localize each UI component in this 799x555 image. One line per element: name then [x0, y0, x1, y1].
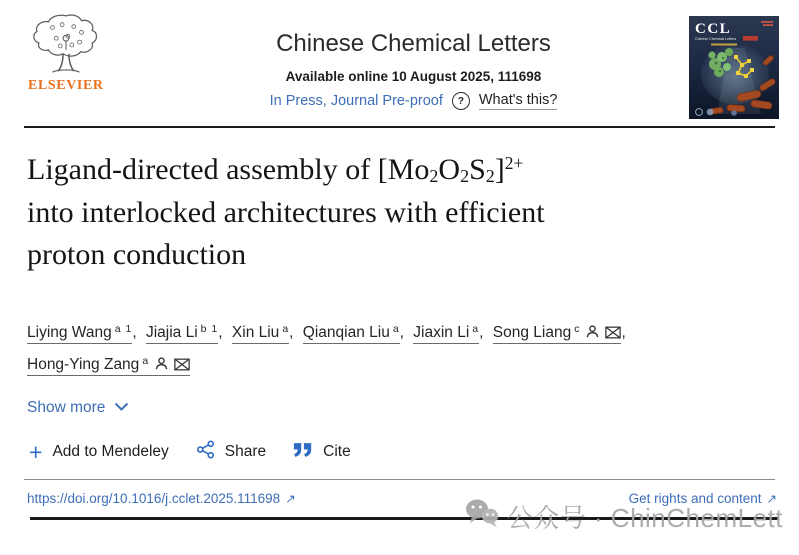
plus-icon: + [29, 439, 43, 466]
author-affiliation: a 1 [114, 323, 133, 336]
elsevier-logo[interactable] [26, 13, 138, 94]
elsevier-wordmark: ELSEVIER [28, 78, 104, 93]
person-icon [585, 326, 600, 343]
doi-link[interactable]: https://doi.org/10.1016/j.cclet.2025.111698 ↗ [27, 491, 296, 507]
article-title: Ligand-directed assembly of $[Mo_2O_2S_2]^{2+}$ into interlocked architectures with efficient proton conduction [27, 153, 545, 272]
availability-line: Available online 10 August 2025, 111698 [285, 68, 542, 84]
title-superscript: 2+ [504, 153, 524, 174]
author-link[interactable]: Jiajia Li $^{b 1}$ [146, 324, 218, 344]
journal-meta [138, 13, 689, 110]
rights-and-content-link[interactable]: Get rights and content ↗ [628, 491, 777, 507]
journal-masthead [0, 0, 799, 126]
author-link[interactable]: Qianqian Liu $^a$ [303, 324, 400, 344]
question-circle-icon[interactable]: ? [452, 92, 470, 110]
action-bar [29, 440, 799, 464]
external-link-icon: ↗ [766, 492, 777, 507]
author-separator: , [132, 323, 137, 341]
author-link[interactable]: Hong-Ying Zang $^a$ [27, 356, 190, 376]
svg-text:Chinese Chemical Letters: Chinese Chemical Letters [695, 37, 737, 41]
elsevier-tree-icon [26, 13, 138, 75]
quote-cite-icon [293, 442, 313, 463]
email-envelope-icon [605, 326, 621, 343]
journal-title-link[interactable]: Chinese Chemical Letters [276, 30, 551, 57]
email-envelope-icon [174, 358, 190, 375]
show-more-button[interactable]: Show more [27, 399, 129, 417]
external-link-icon: ↗ [285, 492, 296, 507]
cite-button[interactable]: Cite [293, 442, 351, 463]
add-to-mendeley-button[interactable]: + Add to Mendeley [29, 439, 169, 466]
whats-this-link[interactable]: What's this? [478, 91, 558, 108]
author-link[interactable]: Song Liang $^c$ [493, 324, 622, 344]
in-press-link[interactable]: In Press, Journal Pre-proof [269, 92, 443, 109]
author-link[interactable]: Jiaxin Li $^a$ [413, 324, 479, 344]
section-divider [24, 479, 775, 480]
share-nodes-icon [196, 440, 215, 464]
title-text: Ligand-directed assembly of [Mo [27, 153, 430, 186]
chevron-down-icon [114, 399, 129, 417]
title-subscript: 2 [429, 165, 439, 186]
header-divider [24, 126, 775, 128]
share-button[interactable]: Share [196, 440, 266, 464]
links-row [27, 491, 777, 506]
author-list: Liying Wang $^{a 1}$, Jiajia Li $^{b 1}$, Xin Liu $^a$, Qianqian Liu $^a$, Jiaxin Li $^a$, Song Liang $^c$ , Hong-Ying Zang $^a$ [27, 317, 775, 381]
svg-text:CCL: CCL [695, 21, 732, 37]
watermark-text: 公众号 · ChinChemLett [506, 503, 783, 533]
journal-cover-thumbnail[interactable] [689, 16, 779, 119]
person-icon [154, 358, 169, 375]
status-row [138, 92, 689, 110]
author-link[interactable]: Liying Wang $^{a 1}$ [27, 324, 132, 344]
author-link[interactable]: Xin Liu $^a$ [232, 324, 289, 344]
